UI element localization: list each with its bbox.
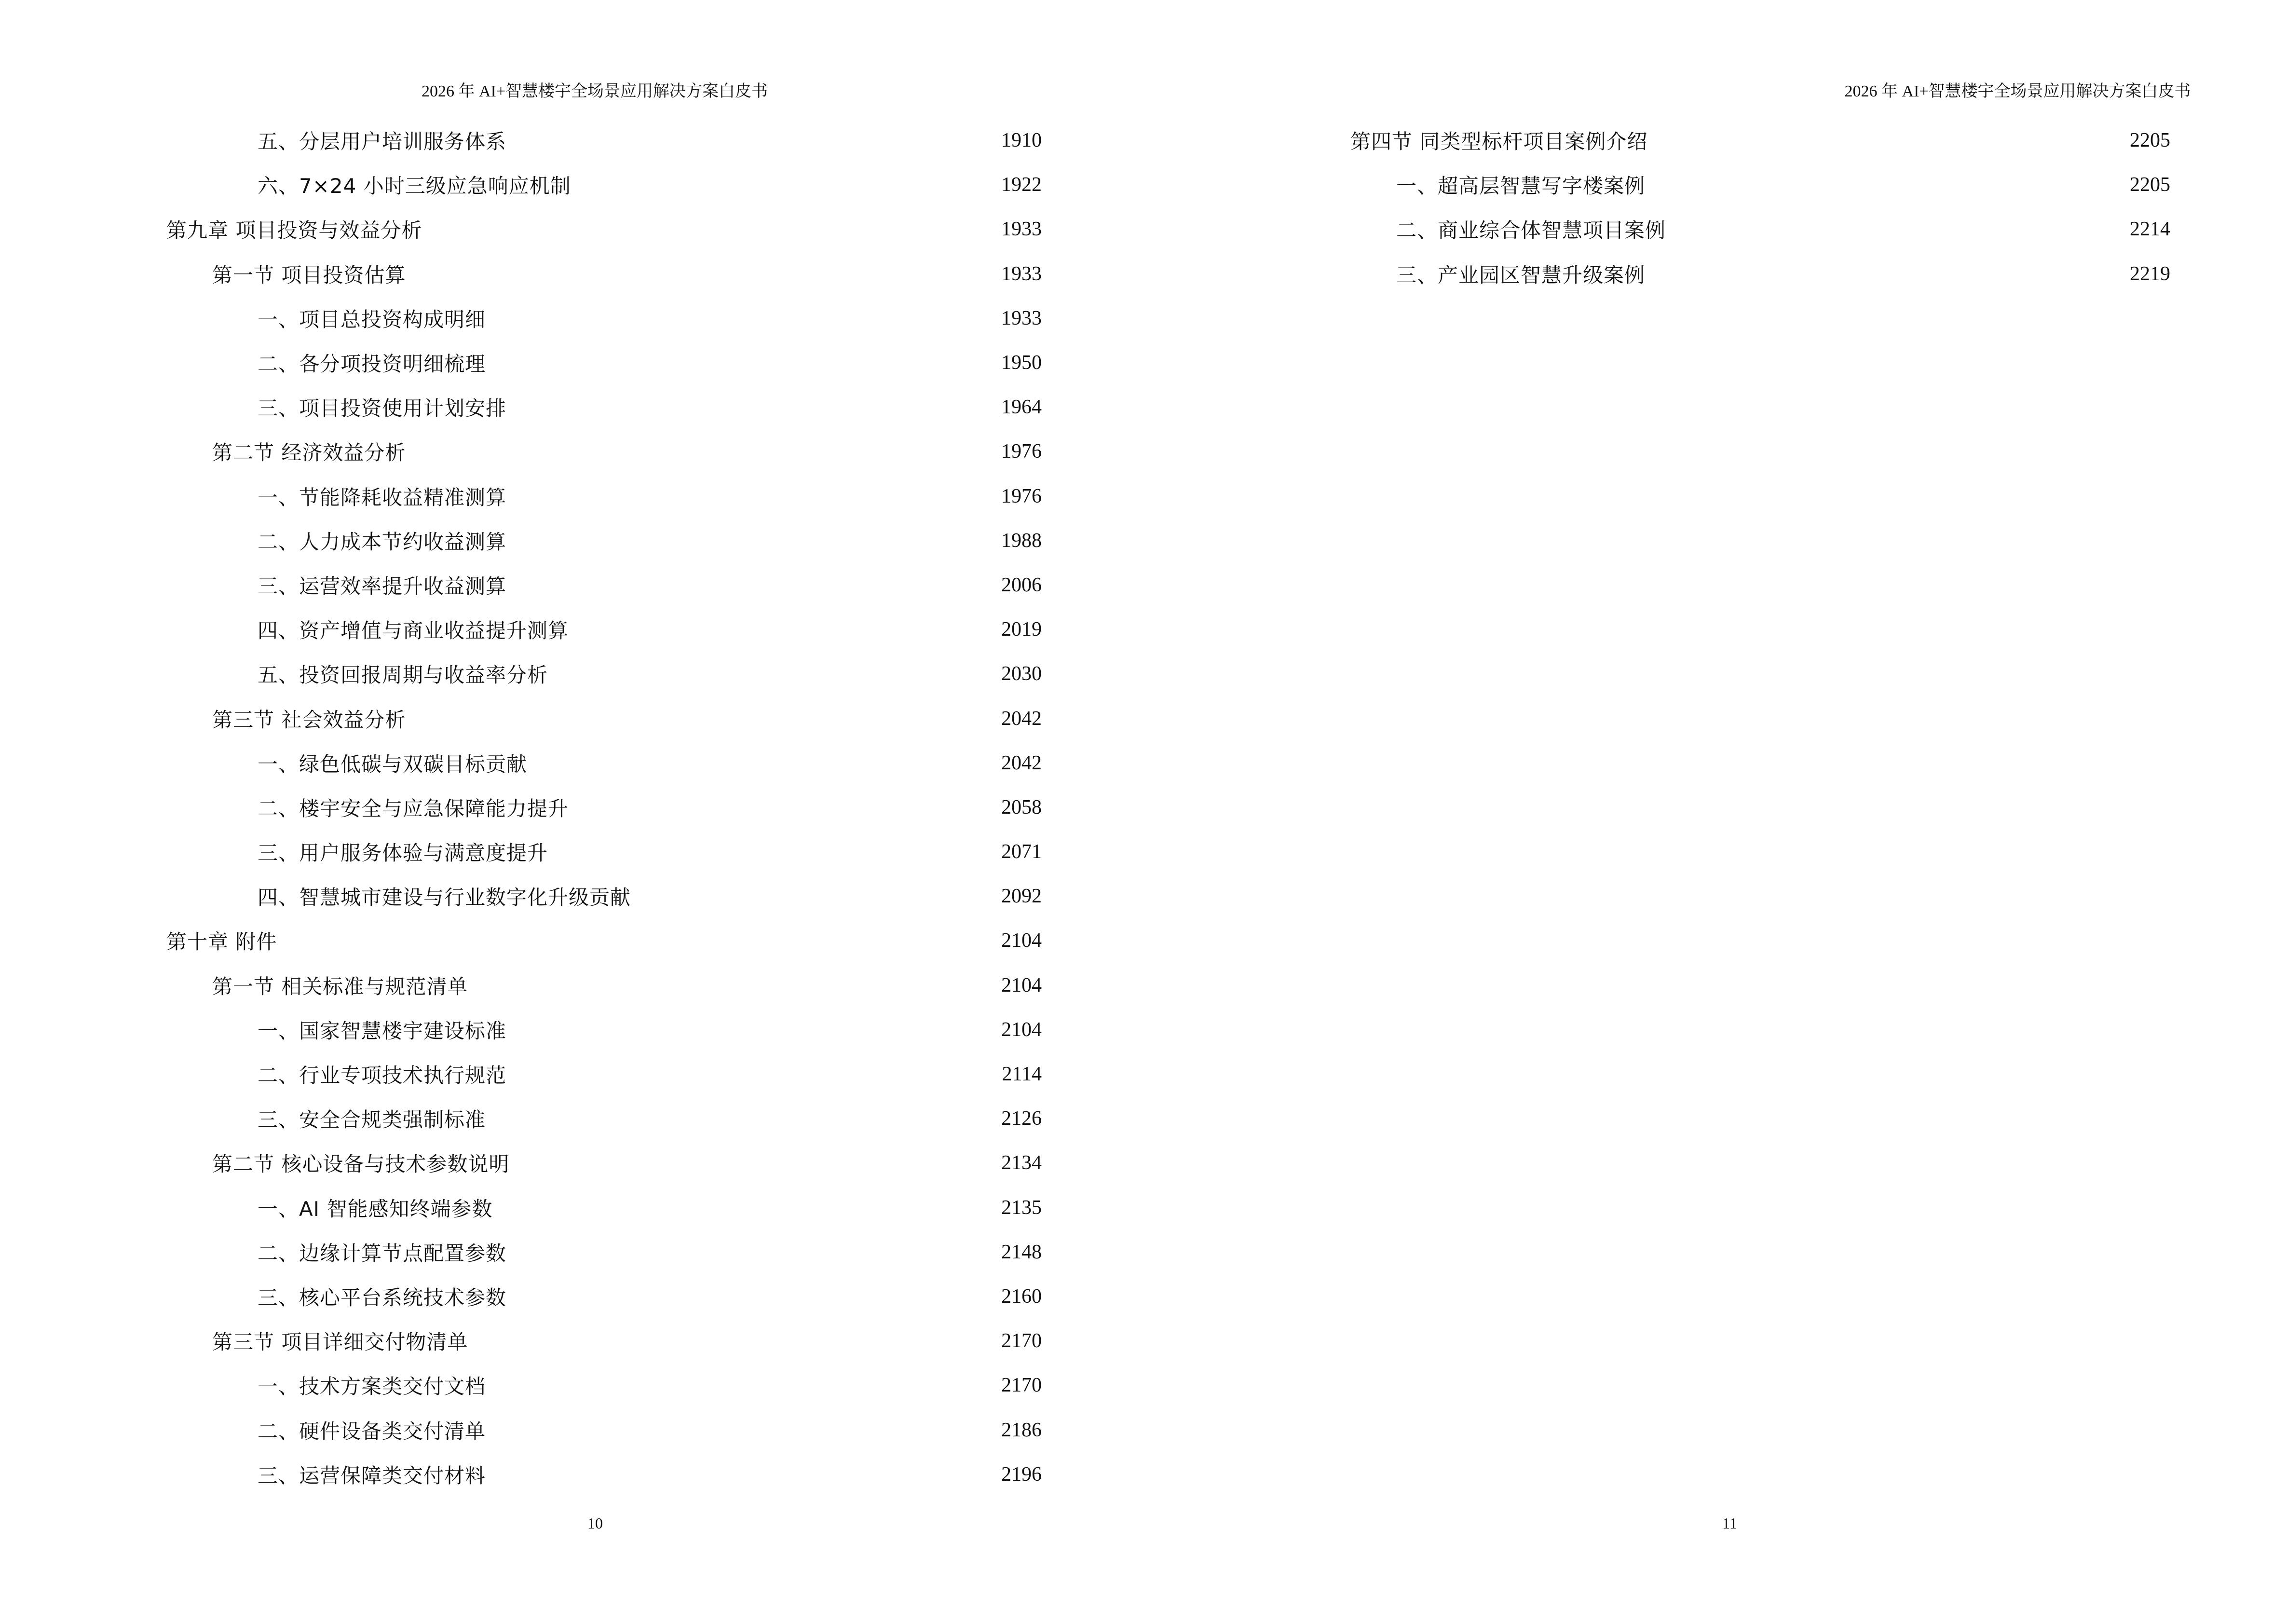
- toc-entry-page: 2170: [1001, 1330, 1042, 1352]
- toc-entry-title: 第二节 经济效益分析: [212, 441, 406, 465]
- toc-entry[interactable]: [166, 652, 1042, 696]
- toc-entry[interactable]: [166, 1096, 1042, 1141]
- toc-entry[interactable]: [166, 519, 1042, 563]
- toc-section[interactable]: [1350, 118, 2170, 163]
- dot-leader: [498, 1197, 983, 1218]
- toc-entry-title: 三、项目投资使用计划安排: [258, 396, 507, 421]
- toc-entry[interactable]: [166, 1230, 1042, 1274]
- toc-entry-title: 六、7×24 小时三级应急响应机制: [258, 174, 571, 198]
- toc-entry-title: 二、各分项投资明细梳理: [258, 352, 486, 376]
- dot-leader: [474, 975, 983, 996]
- toc-entry-title: 第三节 项目详细交付物清单: [212, 1330, 468, 1354]
- page-number: 11: [1722, 1515, 1737, 1532]
- toc-entry-page: 2104: [1001, 929, 1042, 952]
- table-of-contents: [1350, 118, 2170, 296]
- toc-entry-title: 四、资产增值与商业收益提升测算: [258, 619, 569, 643]
- toc-entry[interactable]: [166, 341, 1042, 385]
- dot-leader: [411, 708, 983, 729]
- toc-entry-page: 1933: [1001, 307, 1042, 329]
- toc-entry-title: 二、人力成本节约收益测算: [258, 530, 507, 554]
- toc-entry-title: 三、运营效率提升收益测算: [258, 574, 507, 598]
- toc-entry[interactable]: [1350, 207, 2170, 251]
- toc-entry-title: 二、行业专项技术执行规范: [258, 1064, 507, 1088]
- dot-leader: [1651, 263, 2112, 285]
- running-header: 2026 年 AI+智慧楼宇全场景应用解决方案白皮书: [1844, 82, 2191, 100]
- toc-entry-title: 三、安全合规类强制标准: [258, 1108, 486, 1132]
- toc-entry-page: 2186: [1001, 1419, 1042, 1441]
- toc-entry-title: 二、商业综合体智慧项目案例: [1396, 218, 1666, 243]
- toc-entry[interactable]: [1350, 252, 2170, 296]
- toc-entry-page: 2219: [2130, 262, 2170, 285]
- toc-entry-page: 2071: [1001, 841, 1042, 863]
- toc-section[interactable]: [166, 252, 1042, 296]
- toc-entry[interactable]: [166, 1407, 1042, 1452]
- toc-entry-title: 一、项目总投资构成明细: [258, 307, 486, 331]
- running-header: 2026 年 AI+智慧楼宇全场景应用解决方案白皮书: [421, 82, 768, 100]
- toc-entry-page: 1933: [1001, 218, 1042, 241]
- toc-entry-title: 二、楼宇安全与应急保障能力提升: [258, 796, 569, 820]
- dot-leader: [1651, 174, 2112, 195]
- dot-leader: [283, 930, 983, 951]
- toc-entry[interactable]: [166, 296, 1042, 341]
- toc-entry-title: 一、绿色低碳与双碳目标贡献: [258, 752, 528, 776]
- toc-entry-page: 2214: [2130, 218, 2170, 241]
- dot-leader: [574, 619, 983, 640]
- toc-entry-page: 2042: [1001, 707, 1042, 730]
- toc-entry-page: 2030: [1001, 663, 1042, 685]
- toc-entry-page: 1910: [1001, 129, 1042, 152]
- dot-leader: [554, 841, 983, 862]
- right-page: [1144, 0, 2287, 1624]
- toc-section[interactable]: [166, 963, 1042, 1008]
- dot-leader: [428, 218, 983, 240]
- toc-entry-page: 2196: [1001, 1463, 1042, 1486]
- dot-leader: [512, 1286, 983, 1307]
- toc-entry-title: 第三节 社会效益分析: [212, 708, 406, 732]
- toc-entry-page: 1988: [1001, 529, 1042, 552]
- toc-entry[interactable]: [166, 1052, 1042, 1096]
- dot-leader: [637, 886, 983, 907]
- toc-entry-title: 三、运营保障类交付材料: [258, 1463, 486, 1488]
- dot-leader: [491, 352, 983, 373]
- toc-entry-page: 2019: [1001, 618, 1042, 641]
- dot-leader: [411, 263, 983, 285]
- dot-leader: [491, 1464, 983, 1485]
- toc-entry-title: 一、超高层智慧写字楼案例: [1396, 174, 1646, 198]
- toc-entry-title: 第二节 核心设备与技术参数说明: [212, 1152, 510, 1176]
- toc-entry-title: 五、分层用户培训服务体系: [258, 130, 507, 154]
- table-of-contents: [166, 118, 1042, 1497]
- toc-entry-page: 2042: [1001, 751, 1042, 774]
- toc-entry[interactable]: [166, 118, 1042, 163]
- toc-entry-title: 五、投资回报周期与收益率分析: [258, 663, 548, 687]
- dot-leader: [512, 574, 983, 596]
- toc-entry-page: 2170: [1001, 1374, 1042, 1397]
- toc-chapter[interactable]: [166, 918, 1042, 963]
- dot-leader: [512, 1242, 983, 1263]
- dot-leader: [533, 752, 983, 774]
- toc-entry-title: 第九章 项目投资与效益分析: [166, 218, 422, 243]
- toc-entry[interactable]: [166, 163, 1042, 207]
- dot-leader: [491, 1375, 983, 1396]
- toc-entry-page: 1933: [1001, 262, 1042, 285]
- dot-leader: [512, 396, 983, 418]
- dot-leader: [515, 1152, 983, 1174]
- toc-entry-title: 第十章 附件: [166, 930, 277, 954]
- dot-leader: [1672, 218, 2112, 240]
- toc-entry[interactable]: [166, 785, 1042, 830]
- toc-entry-page: 2160: [1001, 1285, 1042, 1308]
- toc-entry[interactable]: [166, 1008, 1042, 1052]
- toc-entry-title: 四、智慧城市建设与行业数字化升级贡献: [258, 886, 631, 910]
- toc-entry-page: 2104: [1001, 1018, 1042, 1041]
- toc-entry-page: 2114: [1002, 1063, 1042, 1086]
- toc-entry-page: 1976: [1001, 440, 1042, 463]
- dot-leader: [491, 1419, 983, 1441]
- toc-entry-title: 第四节 同类型标杆项目案例介绍: [1350, 130, 1648, 154]
- toc-entry[interactable]: [166, 874, 1042, 918]
- dot-leader: [574, 797, 983, 818]
- toc-entry[interactable]: [166, 741, 1042, 785]
- toc-entry[interactable]: [166, 607, 1042, 652]
- toc-entry-title: 三、用户服务体验与满意度提升: [258, 841, 548, 865]
- toc-entry[interactable]: [166, 830, 1042, 874]
- toc-entry-title: 第一节 项目投资估算: [212, 263, 406, 287]
- toc-section[interactable]: [166, 1319, 1042, 1363]
- toc-entry[interactable]: [166, 563, 1042, 607]
- toc-entry-page: 1950: [1001, 352, 1042, 374]
- dot-leader: [512, 486, 983, 507]
- toc-entry-page: 2148: [1001, 1241, 1042, 1263]
- toc-entry-page: 1964: [1001, 396, 1042, 419]
- toc-entry-title: 一、技术方案类交付文档: [258, 1375, 486, 1399]
- toc-entry-title: 三、产业园区智慧升级案例: [1396, 263, 1646, 287]
- toc-entry-page: 2006: [1001, 573, 1042, 596]
- toc-entry-page: 2205: [2130, 174, 2170, 196]
- toc-entry[interactable]: [166, 1274, 1042, 1319]
- toc-entry-page: 2058: [1001, 796, 1042, 819]
- toc-entry[interactable]: [166, 1186, 1042, 1230]
- toc-entry-title: 二、边缘计算节点配置参数: [258, 1241, 507, 1265]
- toc-entry-title: 第一节 相关标准与规范清单: [212, 974, 468, 998]
- toc-section[interactable]: [166, 696, 1042, 740]
- toc-entry-page: 2104: [1001, 974, 1042, 996]
- page-number: 10: [587, 1515, 603, 1532]
- dot-leader: [512, 530, 983, 551]
- toc-entry-page: 2092: [1001, 885, 1042, 908]
- toc-entry-title: 二、硬件设备类交付清单: [258, 1419, 486, 1443]
- toc-entry[interactable]: [166, 1452, 1042, 1497]
- dot-leader: [491, 1108, 983, 1129]
- toc-entry-title: 一、AI 智能感知终端参数: [258, 1197, 493, 1221]
- toc-entry-page: 2135: [1001, 1196, 1042, 1219]
- toc-section[interactable]: [166, 429, 1042, 474]
- dot-leader: [577, 174, 983, 195]
- toc-entry[interactable]: [1350, 163, 2170, 207]
- toc-entry[interactable]: [166, 385, 1042, 429]
- toc-entry[interactable]: [166, 474, 1042, 519]
- toc-entry-page: 1976: [1001, 485, 1042, 507]
- dot-leader: [512, 1064, 983, 1085]
- dot-leader: [554, 663, 983, 684]
- toc-entry-page: 1922: [1001, 174, 1042, 196]
- toc-entry-title: 一、节能降耗收益精准测算: [258, 485, 507, 509]
- toc-entry-title: 三、核心平台系统技术参数: [258, 1285, 507, 1310]
- dot-leader: [1653, 130, 2112, 151]
- dot-leader: [474, 1330, 983, 1351]
- toc-entry-page: 2134: [1001, 1152, 1042, 1174]
- dot-leader: [411, 441, 983, 462]
- toc-section[interactable]: [166, 1141, 1042, 1185]
- toc-entry[interactable]: [166, 1363, 1042, 1407]
- toc-chapter[interactable]: [166, 207, 1042, 251]
- toc-entry-title: 一、国家智慧楼宇建设标准: [258, 1019, 507, 1043]
- dot-leader: [512, 1019, 983, 1040]
- dot-leader: [491, 308, 983, 329]
- dot-leader: [512, 130, 983, 151]
- toc-entry-page: 2205: [2130, 129, 2170, 152]
- toc-entry-page: 2126: [1001, 1107, 1042, 1130]
